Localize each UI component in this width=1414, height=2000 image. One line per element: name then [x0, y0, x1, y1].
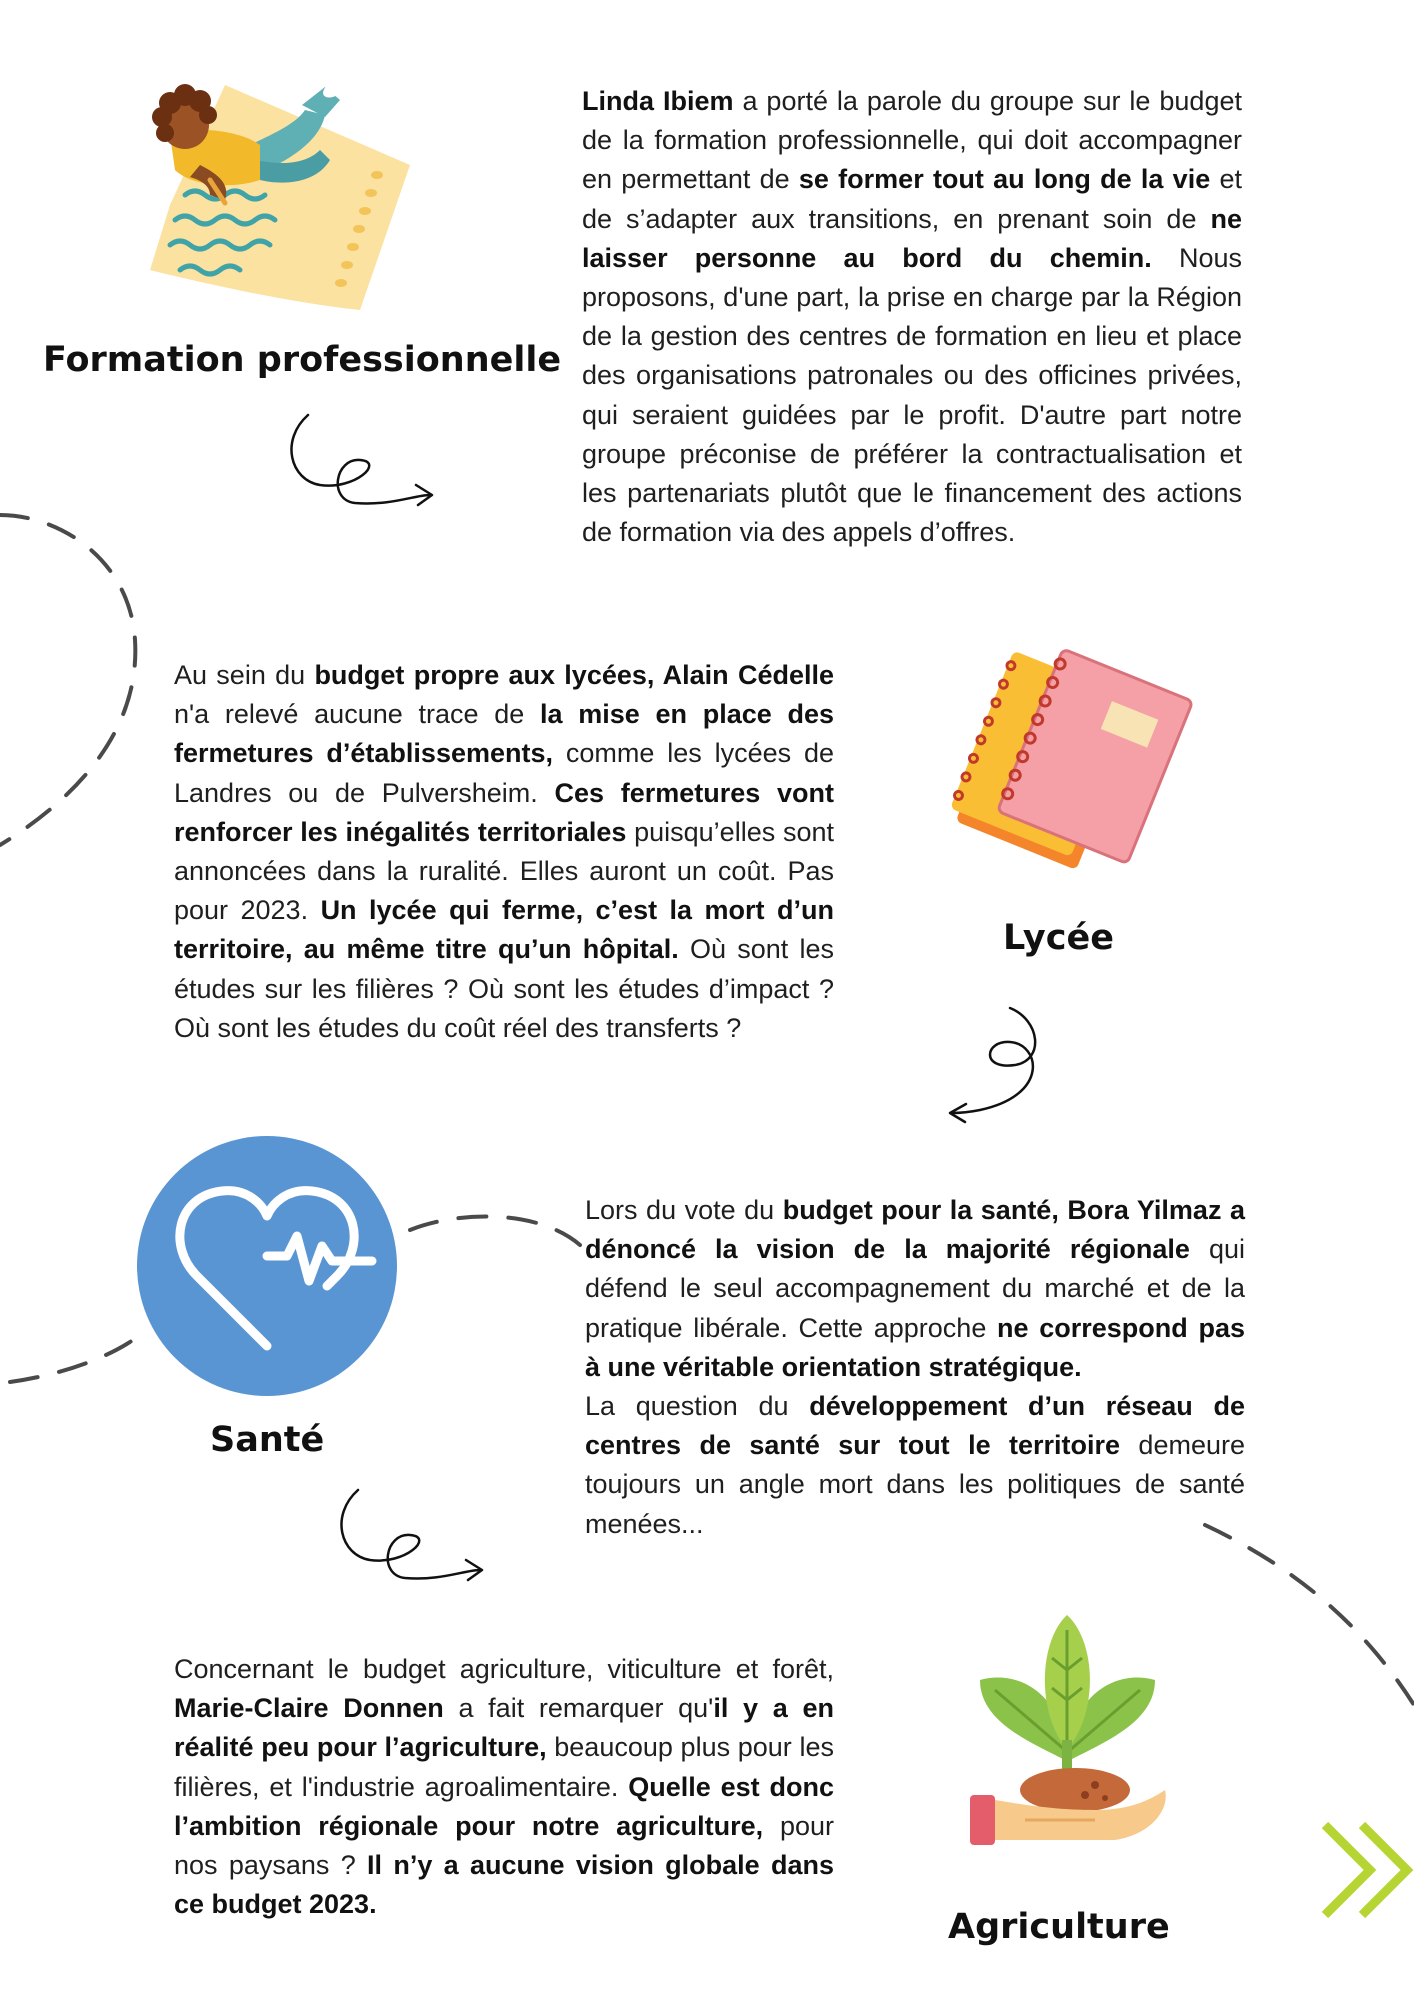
text-run: budget propre aux lycées, Alain Cédelle — [314, 660, 834, 690]
paragraph-agriculture — [174, 1650, 834, 1924]
heart-pulse-icon — [137, 1136, 397, 1396]
text-run: a porté la parole du groupe sur le budget de la formation professionnelle, qui doit accompagner en permettant de — [582, 86, 1242, 195]
text-run: demeure toujours un angle mort dans les politiques de santé menées... — [585, 1430, 1245, 1539]
section-title-formation: Formation professionnelle — [43, 340, 562, 380]
text-run: beaucoup plus pour les filières, et l'industrie agroalimentaire. — [174, 1732, 834, 1802]
text-run: Concernant le budget agriculture, viticulture et forêt, — [174, 1654, 834, 1684]
curly-arrow-sante — [330, 1475, 510, 1605]
text-run: n'a relevé aucune trace de — [174, 699, 540, 730]
text-run: et de s’adapter aux transitions, en prenant soin de — [582, 164, 1242, 234]
text-run: qui défend le seul accompagnement du marché et de la pratique libérale. Cette approche — [585, 1234, 1245, 1343]
section-title-agriculture: Agriculture — [948, 1907, 1170, 1947]
text-run: ne correspond pas à une véritable orientation stratégique. — [585, 1312, 1245, 1382]
paragraph-sante-2 — [585, 1387, 1245, 1544]
curly-arrow-lycee — [940, 1000, 1080, 1130]
section-title-sante: Santé — [210, 1420, 325, 1460]
text-run: Il n’y a aucune vision globale dans ce budget 2023. — [174, 1850, 834, 1920]
text-run: a fait remarquer qu' — [443, 1693, 714, 1724]
paragraph-sante — [585, 1191, 1245, 1387]
chevron-icon — [1320, 1815, 1414, 1935]
text-run: Linda Ibiem — [582, 86, 734, 116]
text-run: ne laisser personne au bord du chemin. — [582, 203, 1242, 273]
text-run: Quelle est donc l’ambition régionale pour notre agriculture, — [174, 1771, 834, 1841]
text-run: il y a en réalité peu pour l’agriculture, — [174, 1693, 834, 1763]
text-run: Un lycée qui ferme, c’est la mort d’un territoire, au même titre qu’un hôpital. — [174, 895, 834, 965]
text-run: Où sont les études sur les filières ? Où sont les études d’impact ? Où sont les études du coût réel des transferts ? — [174, 934, 834, 1043]
person-writing-icon — [130, 65, 420, 315]
text-run: Nous proposons, d'une part, la prise en charge par la Région de la gestion des centres de formation en lieu et place des organisations patronales ou des officines privées, qui seraient guidées par le profit. D'autre part notre groupe préconise de préférer la contractualisation et les partenariats plutôt que le financement des actions de formation via des appels d’offres. — [582, 242, 1242, 548]
text-run: pour nos paysans ? — [174, 1810, 834, 1881]
text-run: Lors du vote du — [585, 1195, 783, 1225]
text-run: La question du — [585, 1391, 810, 1422]
text-run: développement d’un réseau de centres de santé sur tout le territoire — [585, 1391, 1245, 1461]
notebook-icon — [945, 640, 1195, 890]
section-title-lycee: Lycée — [1003, 918, 1114, 958]
text-run: budget pour la santé, Bora Yilmaz a dénoncé la vision de la majorité régionale — [585, 1195, 1245, 1265]
text-run: Au sein du — [174, 660, 315, 690]
text-run: se former tout au long de la vie — [798, 164, 1211, 195]
text-run: Ces fermetures vont renforcer les inégalités territoriales — [174, 777, 834, 847]
text-run: la mise en place des fermetures d’établissements, — [174, 699, 835, 769]
paragraph-formation — [582, 82, 1242, 552]
text-run: Marie-Claire Donnen — [174, 1693, 444, 1724]
paragraph-lycee — [174, 656, 834, 1048]
plant-in-hand-icon — [965, 1610, 1175, 1870]
text-run: puisqu’elles sont annoncées dans la ruralité. Elles auront un coût. Pas pour 2023. — [174, 816, 834, 926]
text-run: comme les lycées de Landres ou de Pulversheim. — [174, 738, 834, 808]
curly-arrow-formation — [280, 400, 460, 530]
